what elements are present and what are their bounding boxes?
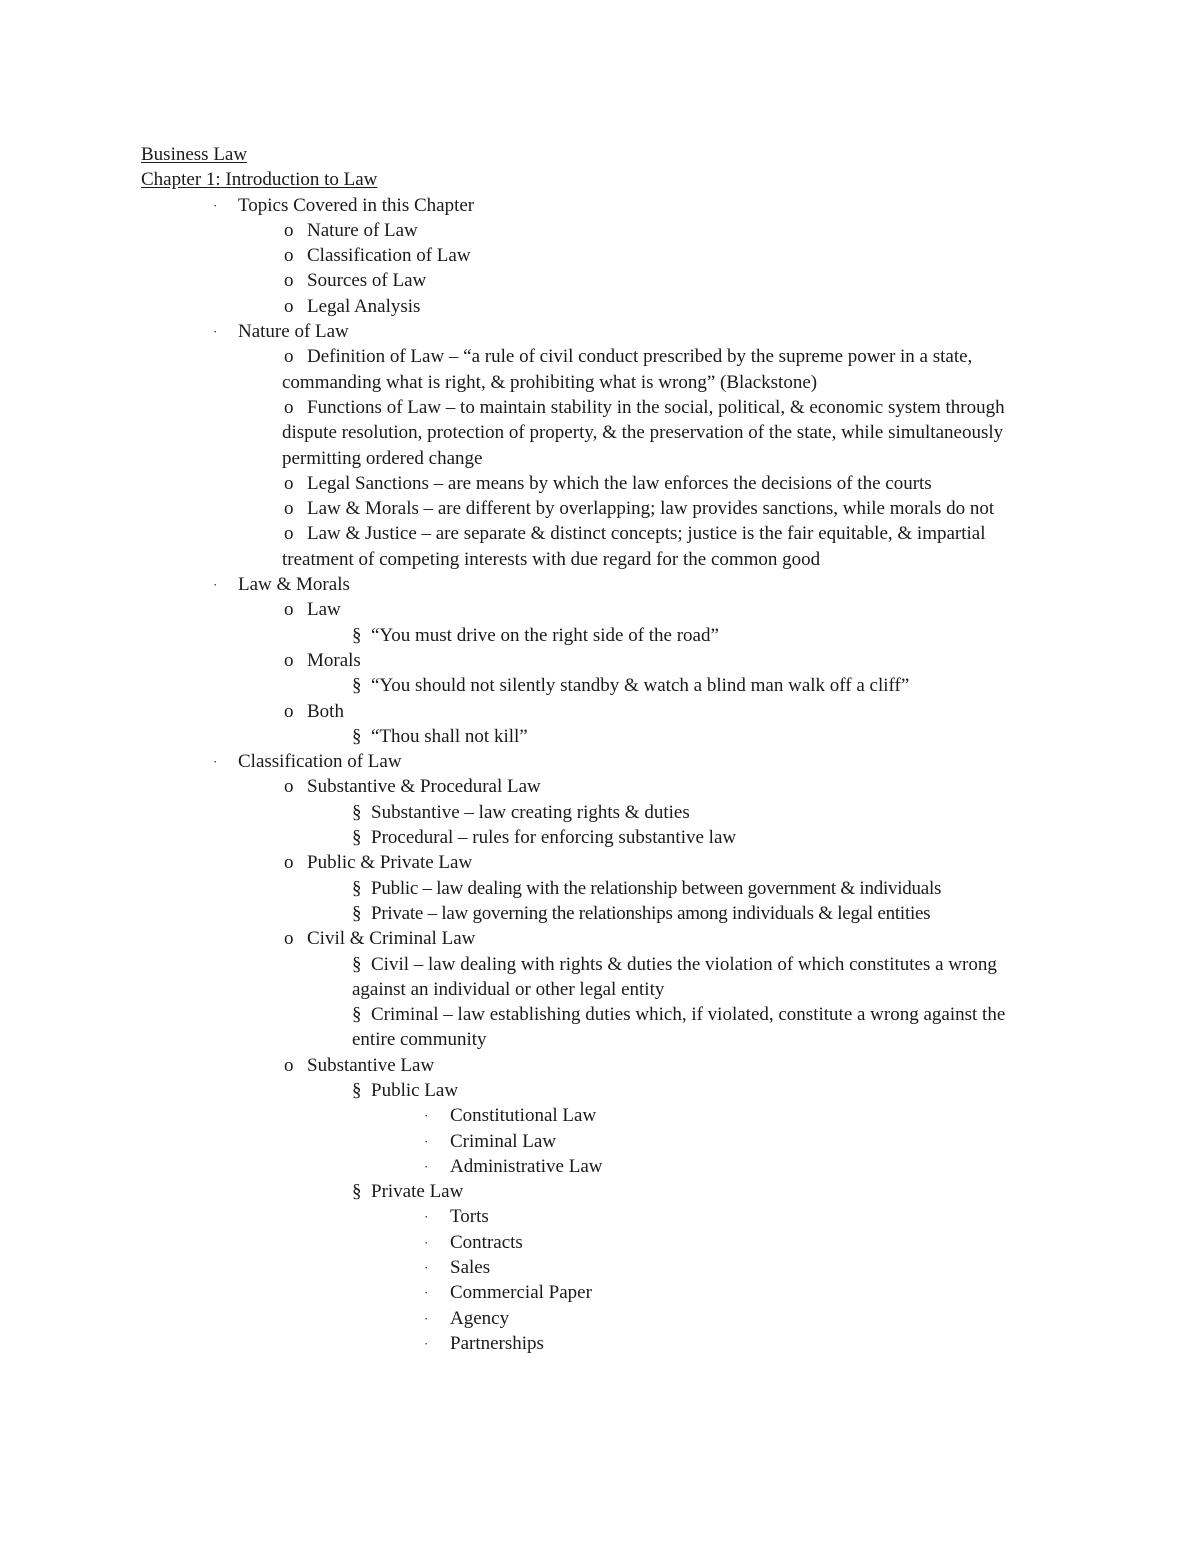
- outline-definition: § Public – law dealing with the relationship between government & individuals: [141, 876, 1061, 901]
- bullet-marker: ·: [213, 324, 218, 340]
- document-title: Business Law: [141, 144, 248, 165]
- outline-leaf: · Partnerships: [141, 1331, 1061, 1356]
- section-marker: §: [352, 1181, 362, 1203]
- section-marker: §: [352, 801, 362, 823]
- circle-marker: o: [284, 852, 294, 874]
- outline-leaf: · Sales: [141, 1255, 1061, 1280]
- outline-heading: Law & Morals: [238, 574, 350, 596]
- circle-marker: o: [284, 599, 294, 621]
- outline-subitem: o Civil & Criminal Law: [141, 926, 1061, 951]
- circle-marker: o: [284, 270, 294, 292]
- outline-subitem: o Law & Morals – are different by overlapping; law provides sanctions, while morals do not: [141, 496, 1052, 521]
- bullet-marker: ·: [424, 1133, 429, 1149]
- outline-subitem: o Definition of Law – “a rule of civil conduct prescribed by the supreme power in a state, commanding what is right, & prohibiting what is wrong” (Blackstone): [282, 346, 973, 393]
- circle-marker: o: [284, 649, 294, 671]
- section-marker: §: [352, 902, 362, 924]
- bullet-marker: ·: [424, 1234, 429, 1250]
- outline-subitem: o Both: [141, 699, 1061, 724]
- outline-subitem: o Legal Analysis: [141, 294, 1061, 319]
- outline-subitem: o Law: [141, 597, 1061, 622]
- outline-definition: § Criminal – law establishing duties which, if violated, constitute a wrong against the entire community: [352, 1004, 1006, 1051]
- outline-subitem: o Classification of Law: [141, 243, 1061, 268]
- chapter-title: Chapter 1: Introduction to Law: [141, 169, 378, 191]
- section-marker: §: [352, 953, 362, 975]
- circle-marker: o: [284, 219, 294, 241]
- outline-leaf: · Agency: [141, 1306, 1061, 1331]
- outline-leaf: · Criminal Law: [141, 1129, 1061, 1154]
- outline-subitem: o Morals: [141, 648, 1061, 673]
- outline-subitem: o Substantive Law: [141, 1053, 1061, 1078]
- bullet-marker: ·: [424, 1335, 429, 1351]
- circle-marker: o: [284, 346, 294, 368]
- outline-definition: § Substantive – law creating rights & duties: [141, 800, 1061, 825]
- bullet-marker: ·: [424, 1310, 429, 1326]
- circle-marker: o: [284, 776, 294, 798]
- section-marker: §: [352, 624, 362, 646]
- bullet-marker: ·: [424, 1158, 429, 1174]
- outline-subitem: o Sources of Law: [141, 268, 1061, 293]
- outline-example: § “You should not silently standby & watch a blind man walk off a cliff”: [141, 673, 1061, 698]
- outline-definition: § Procedural – rules for enforcing substantive law: [141, 825, 1061, 850]
- circle-marker: o: [284, 245, 294, 267]
- outline-subitem: o Law & Justice – are separate & distinct concepts; justice is the fair equitable, & impartial treatment of competing interests with due regard for the common good: [282, 523, 986, 570]
- outline-item-law-morals: [141, 572, 1061, 597]
- outline-leaf: · Contracts: [141, 1230, 1061, 1255]
- circle-marker: o: [284, 472, 294, 494]
- outline-subgroup: § Public Law: [141, 1078, 1061, 1103]
- outline-leaf: · Commercial Paper: [141, 1280, 1061, 1305]
- section-marker: §: [352, 1079, 362, 1101]
- outline-subitem: o Legal Sanctions – are means by which the law enforces the decisions of the courts: [141, 471, 1052, 496]
- outline-subitem: o Public & Private Law: [141, 850, 1061, 875]
- outline-heading: Topics Covered in this Chapter: [238, 194, 475, 216]
- outline-leaf: · Constitutional Law: [141, 1103, 1061, 1128]
- outline-leaf: · Administrative Law: [141, 1154, 1061, 1179]
- bullet-marker: ·: [213, 197, 218, 213]
- bullet-marker: ·: [213, 577, 218, 593]
- circle-marker: o: [284, 523, 294, 545]
- outline-subitem: o Functions of Law – to maintain stability in the social, political, & economic system through dispute resolution, protection of property, & the preservation of the state, while simultaneously permitting ordered change: [282, 396, 1005, 469]
- outline-heading: Nature of Law: [238, 321, 349, 343]
- bullet-marker: ·: [213, 754, 218, 770]
- outline-subitem: o Nature of Law: [141, 218, 1061, 243]
- outline-subgroup: § Private Law: [141, 1179, 1061, 1204]
- section-marker: §: [352, 725, 362, 747]
- bullet-marker: ·: [424, 1209, 429, 1225]
- outline-heading: Classification of Law: [238, 751, 402, 773]
- bullet-marker: ·: [424, 1260, 429, 1276]
- outline-subitem: o Substantive & Procedural Law: [141, 774, 1061, 799]
- outline-example: § “Thou shall not kill”: [141, 724, 1061, 749]
- circle-marker: o: [284, 928, 294, 950]
- bullet-marker: ·: [424, 1285, 429, 1301]
- section-marker: §: [352, 827, 362, 849]
- bullet-marker: ·: [424, 1108, 429, 1124]
- outline-item-nature: [141, 319, 1061, 344]
- circle-marker: o: [284, 498, 294, 520]
- outline-item-topics: [141, 193, 1061, 218]
- outline-definition: § Private – law governing the relationships among individuals & legal entities: [141, 901, 1061, 926]
- outline-item-classification: [141, 749, 1061, 774]
- document-body: [141, 142, 1061, 1356]
- section-marker: §: [352, 675, 362, 697]
- circle-marker: o: [284, 295, 294, 317]
- outline-definition: § Civil – law dealing with rights & duties the violation of which constitutes a wrong against an individual or other legal entity: [352, 953, 997, 1000]
- outline-example: § “You must drive on the right side of the road”: [141, 623, 1061, 648]
- circle-marker: o: [284, 396, 294, 418]
- circle-marker: o: [284, 700, 294, 722]
- circle-marker: o: [284, 1054, 294, 1076]
- section-marker: §: [352, 1004, 362, 1026]
- outline-leaf: · Torts: [141, 1204, 1061, 1229]
- section-marker: §: [352, 877, 362, 899]
